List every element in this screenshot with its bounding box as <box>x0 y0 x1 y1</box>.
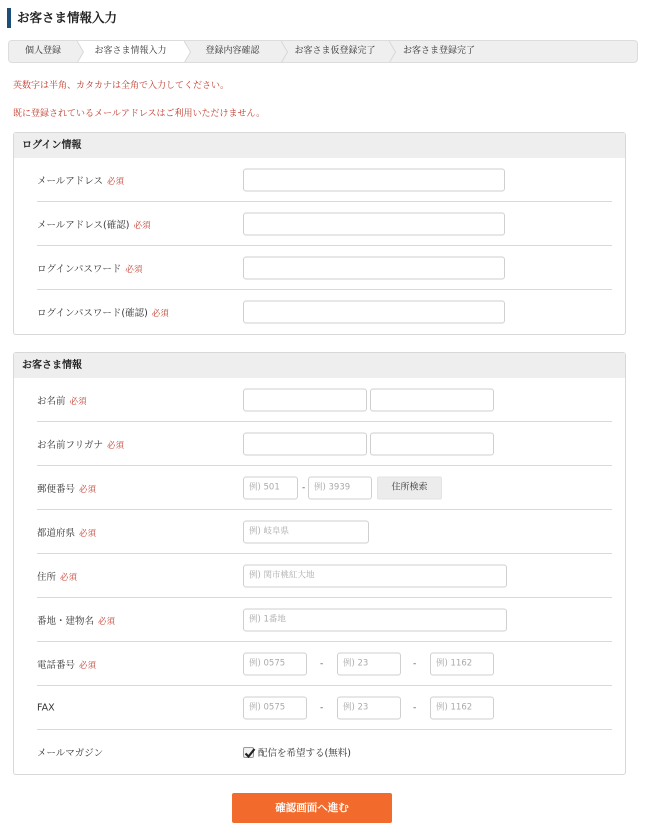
password-label: ログインパスワード <box>37 263 122 275</box>
phone-exchange-input[interactable]: 例) 23 <box>337 652 401 675</box>
proceed-to-confirm-button[interactable]: 確認画面へ進む <box>232 793 392 823</box>
phone-row <box>37 642 612 686</box>
postal-row <box>37 466 612 510</box>
required-badge: 必須 <box>69 396 87 407</box>
email-row <box>37 158 612 202</box>
email-input[interactable] <box>243 168 505 191</box>
required-badge: 必須 <box>151 309 169 319</box>
address-row <box>37 554 612 598</box>
phone-area-input[interactable]: 例) 0575 <box>243 652 307 675</box>
step-provisional-complete: お客さま仮登録完了 <box>281 41 389 62</box>
address-input[interactable]: 例) 関市桃紅大地 <box>243 564 507 587</box>
postal-dash: - <box>302 482 306 493</box>
required-badge: 必須 <box>60 572 78 583</box>
notice-duplicate-email: 既に登録されているメールアドレスはご利用いただけません。 <box>13 109 266 119</box>
login-info-heading: ログイン情報 <box>14 133 625 158</box>
building-input[interactable]: 例) 1番地 <box>243 608 507 631</box>
kana-row <box>37 422 612 466</box>
required-badge: 必須 <box>107 176 125 187</box>
kana-label: お名前フリガナ <box>37 439 104 451</box>
fax-label: FAX <box>37 702 55 713</box>
postal-code-second-input[interactable]: 例) 3939 <box>308 476 372 499</box>
newsletter-label: メールマガジン <box>37 748 104 759</box>
postal-code-first-input[interactable]: 例) 501 <box>243 476 298 499</box>
password-confirm-row <box>37 290 612 334</box>
building-label: 番地・建物名 <box>37 615 95 627</box>
newsletter-checkbox[interactable] <box>243 747 254 758</box>
email-confirm-row <box>37 202 612 246</box>
step-personal-registration: 個人登録 <box>9 41 77 62</box>
email-confirm-input[interactable] <box>243 212 505 235</box>
notice-charset: 英数字は半角、カタカナは全角で入力してください。 <box>13 81 230 91</box>
password-confirm-label: ログインパスワード(確認) <box>37 308 148 319</box>
fax-dash: - <box>413 702 417 713</box>
step-customer-info-input: お客さま情報入力 <box>77 41 184 62</box>
required-badge: 必須 <box>133 220 151 231</box>
phone-number-input[interactable]: 例) 1162 <box>430 652 494 675</box>
first-name-kana-input[interactable] <box>370 432 494 455</box>
required-badge: 必須 <box>98 616 116 627</box>
last-name-input[interactable] <box>243 388 367 411</box>
step-registration-complete: お客さま登録完了 <box>389 41 489 62</box>
email-confirm-label: メールアドレス(確認) <box>37 219 130 231</box>
password-confirm-input[interactable] <box>243 301 505 324</box>
building-row <box>37 598 612 642</box>
password-row <box>37 246 612 290</box>
login-info-panel <box>13 132 626 335</box>
prefecture-label: 都道府県 <box>37 527 76 539</box>
checkmark-icon <box>244 747 256 759</box>
newsletter-option[interactable] <box>243 745 351 759</box>
prefecture-input[interactable]: 例) 岐阜県 <box>243 520 369 543</box>
fax-area-input[interactable]: 例) 0575 <box>243 696 307 719</box>
progress-steps <box>8 40 638 63</box>
customer-info-heading: お客さま情報 <box>14 353 625 378</box>
phone-dash: - <box>320 658 324 669</box>
name-row <box>37 378 612 422</box>
fax-exchange-input[interactable]: 例) 23 <box>337 696 401 719</box>
fax-row <box>37 686 612 730</box>
email-label: メールアドレス <box>37 175 104 187</box>
newsletter-checkbox-label: 配信を希望する(無料) <box>258 748 351 759</box>
last-name-kana-input[interactable] <box>243 432 367 455</box>
required-badge: 必須 <box>79 660 97 671</box>
prefecture-row <box>37 510 612 554</box>
required-badge: 必須 <box>107 440 125 451</box>
name-label: お名前 <box>37 395 66 407</box>
required-badge: 必須 <box>125 264 143 275</box>
required-badge: 必須 <box>79 484 97 495</box>
postal-label: 郵便番号 <box>37 483 76 495</box>
step-confirm: 登録内容確認 <box>184 41 281 62</box>
newsletter-row <box>37 730 612 774</box>
phone-label: 電話番号 <box>37 659 76 671</box>
address-search-button[interactable]: 住所検索 <box>377 476 442 499</box>
fax-dash: - <box>320 702 324 713</box>
phone-dash: - <box>413 658 417 669</box>
address-label: 住所 <box>37 571 57 583</box>
customer-info-panel <box>13 352 626 775</box>
required-badge: 必須 <box>79 528 97 539</box>
fax-number-input[interactable]: 例) 1162 <box>430 696 494 719</box>
first-name-input[interactable] <box>370 388 494 411</box>
page-title: お客さま情報入力 <box>7 8 117 28</box>
password-input[interactable] <box>243 256 505 279</box>
